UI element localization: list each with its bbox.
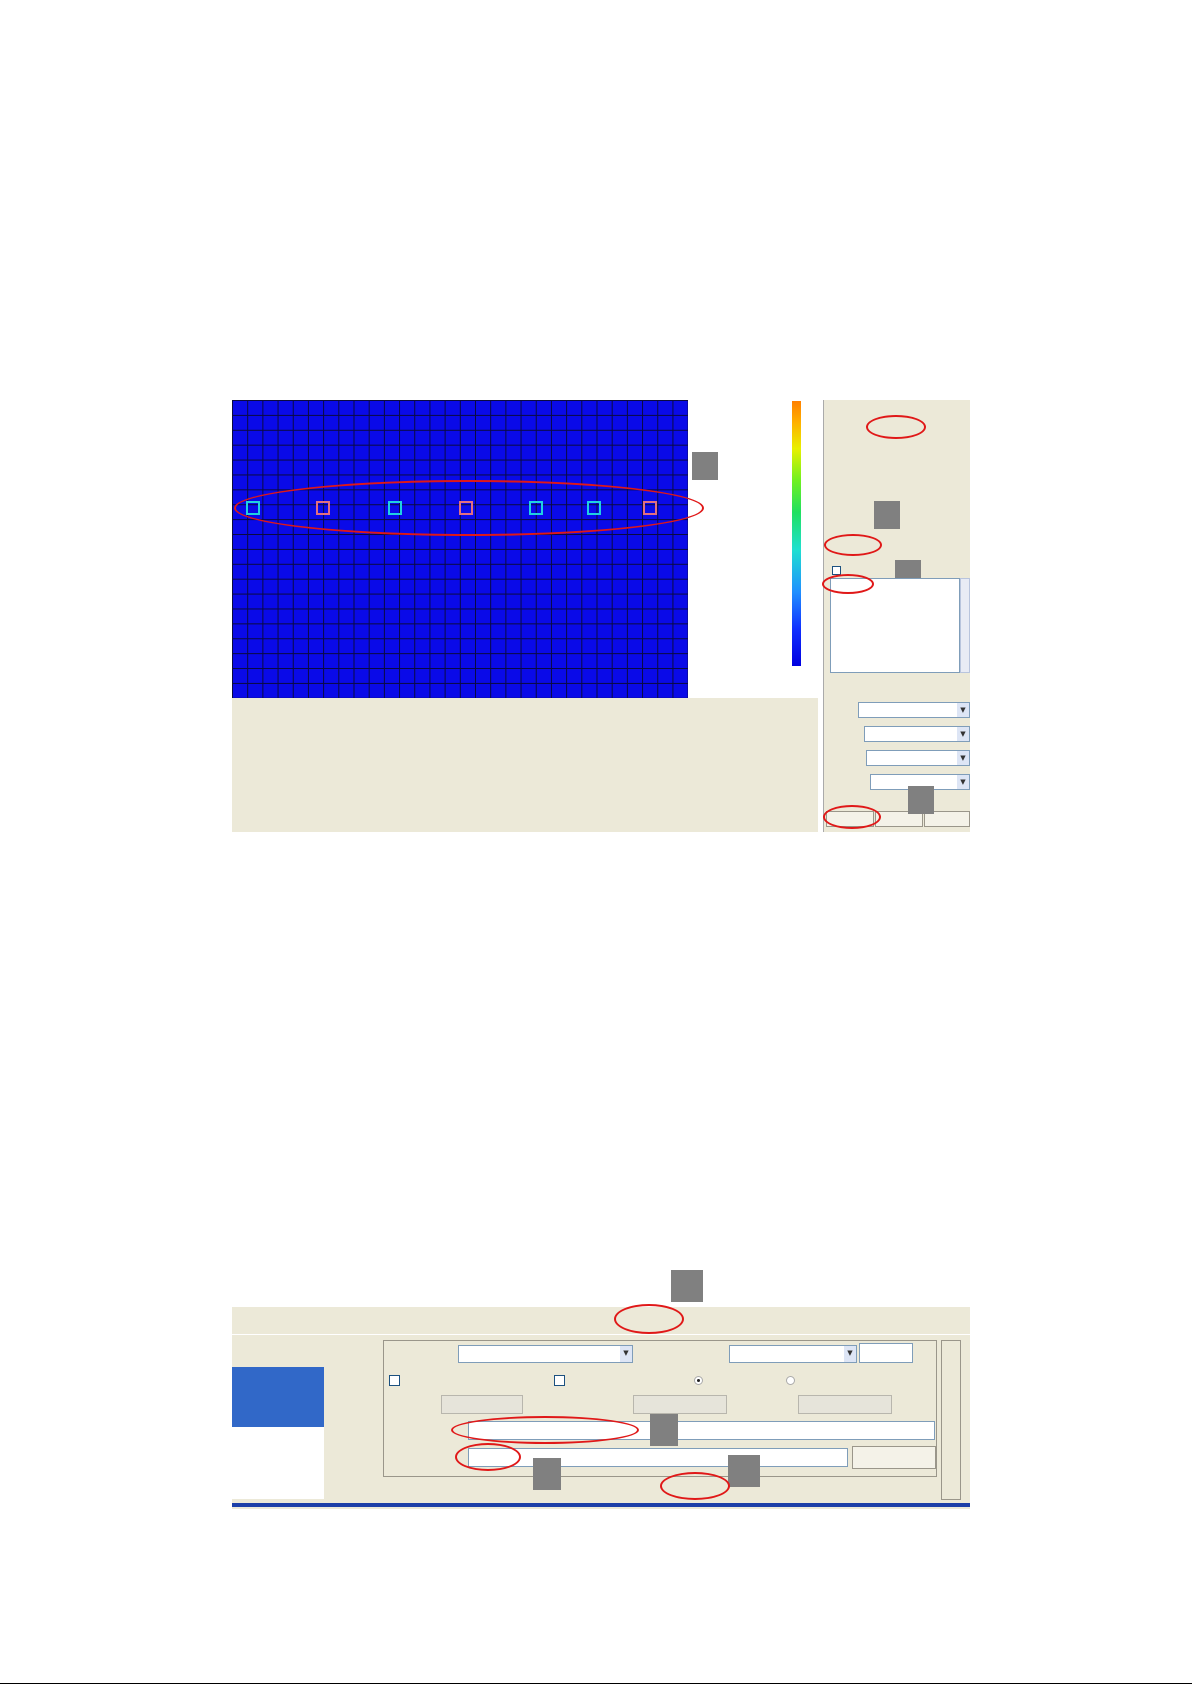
callout-marker <box>908 786 934 814</box>
element-marker[interactable] <box>529 501 543 515</box>
viewer-toolbar <box>232 698 818 832</box>
element-marker[interactable] <box>459 501 473 515</box>
mesh-viewport[interactable] <box>232 400 688 698</box>
plot-window <box>222 958 970 1308</box>
output-type-select[interactable]: ▼ <box>458 1345 633 1363</box>
npts-field[interactable] <box>441 1395 523 1414</box>
eaxes-select[interactable]: ▼ <box>866 750 970 766</box>
list-scrollbar[interactable] <box>960 578 970 673</box>
callout-marker <box>533 1458 561 1490</box>
top-screenshot <box>232 400 970 832</box>
curve-clip-checkbox[interactable] <box>554 1375 565 1386</box>
callout-marker <box>650 1414 678 1446</box>
plot-button[interactable] <box>826 811 874 827</box>
browse-button[interactable] <box>852 1446 936 1469</box>
amin-field[interactable] <box>633 1395 727 1414</box>
etype-select[interactable]: ▼ <box>864 726 970 742</box>
value-radio[interactable] <box>786 1376 795 1385</box>
filename-field[interactable] <box>468 1448 848 1467</box>
element-marker[interactable] <box>246 501 260 515</box>
plot-toolbar <box>232 1307 970 1334</box>
page-footer-line <box>0 1683 1192 1684</box>
element-marker[interactable] <box>587 501 601 515</box>
callout-marker <box>728 1455 760 1487</box>
time-history-chart <box>222 958 970 1308</box>
surface-select[interactable]: ▼ <box>870 774 970 790</box>
value-select[interactable]: ▼ <box>858 702 970 718</box>
fringe-colorbar <box>792 401 801 666</box>
sum-mats-checkbox[interactable] <box>832 566 841 575</box>
element-marker[interactable] <box>316 501 330 515</box>
curve-checkbox-column <box>941 1340 961 1500</box>
curve-list[interactable] <box>232 1367 324 1427</box>
callout-marker <box>692 452 718 480</box>
element-marker[interactable] <box>388 501 402 515</box>
interpolate-checkbox[interactable] <box>389 1375 400 1386</box>
path-field[interactable] <box>468 1421 935 1440</box>
component-list[interactable] <box>830 578 960 673</box>
element-marker[interactable] <box>643 501 657 515</box>
points-radio[interactable] <box>694 1376 703 1385</box>
status-bar <box>232 1503 970 1507</box>
callout-marker <box>671 1270 703 1302</box>
output-interval-value[interactable] <box>859 1343 913 1363</box>
amax-field[interactable] <box>798 1395 892 1414</box>
curve-list-lower <box>232 1427 324 1499</box>
output-interval-select[interactable]: ▼ <box>729 1345 857 1363</box>
callout-marker <box>874 501 900 529</box>
